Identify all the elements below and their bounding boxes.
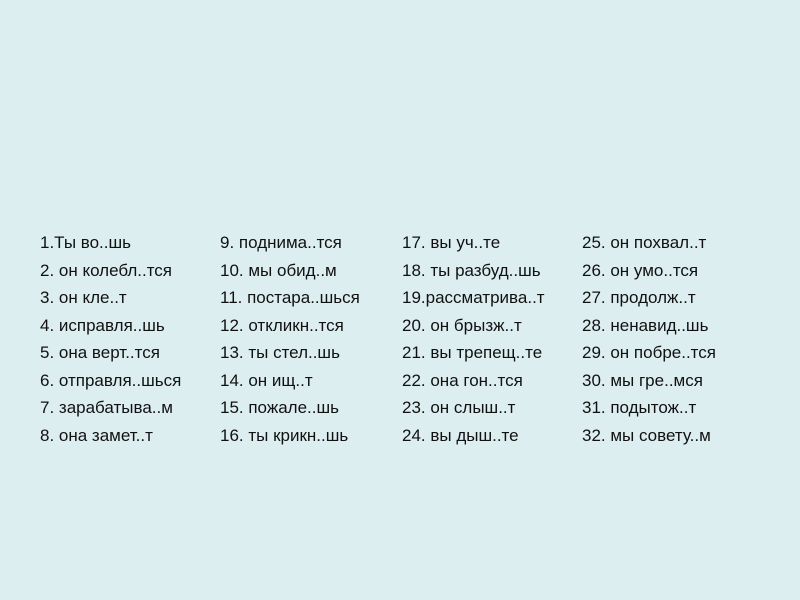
- exercise-item-9: 9. поднима..тся: [220, 233, 342, 252]
- exercise-item-32: 32. мы совету..м: [582, 425, 711, 445]
- exercise-item-6: 6. отправля..шься: [40, 370, 182, 390]
- exercise-item-2: 2. он колебл..тся: [40, 260, 172, 280]
- exercise-item-23: 23. он слыш..т: [402, 398, 516, 417]
- exercise-column-2: [220, 229, 402, 449]
- exercise-item-3: 3. он кле..т: [40, 288, 127, 307]
- exercise-item-24: 24. вы дыш..те: [402, 425, 519, 445]
- exercise-item-27: 27. продолж..т: [582, 288, 696, 307]
- exercise-item-13: 13. ты стел..шь: [220, 343, 340, 362]
- exercise-item-19: 19.рассматрива..т: [402, 288, 545, 307]
- exercise-item-16: 16. ты крикн..шь: [220, 425, 349, 445]
- exercise-item-17: 17. вы уч..те: [402, 233, 501, 252]
- exercise-item-20: 20. он брызж..т: [402, 315, 522, 335]
- exercise-item-26: 26. он умо..тся: [582, 260, 699, 280]
- exercise-column-1: [40, 229, 220, 449]
- exercise-item-7: 7. зарабатыва..м: [40, 398, 173, 417]
- exercise-item-28: 28. ненавид..шь: [582, 315, 709, 335]
- exercise-item-14: 14. он ищ..т: [220, 370, 313, 390]
- exercise-item-8: 8. она замет..т: [40, 425, 153, 445]
- exercise-item-30: 30. мы гре..мся: [582, 370, 703, 390]
- exercise-item-15: 15. пожале..шь: [220, 398, 339, 417]
- exercise-item-10: 10. мы обид..м: [220, 260, 337, 280]
- exercise-item-21: 21. вы трепещ..те: [402, 343, 543, 362]
- exercise-item-4: 4. исправля..шь: [40, 315, 165, 335]
- exercise-item-11: 11. постара..шься: [220, 288, 360, 307]
- exercise-item-12: 12. откликн..тся: [220, 315, 344, 335]
- exercise-item-29: 29. он побре..тся: [582, 343, 716, 362]
- exercise-item-25: 25. он похвал..т: [582, 233, 707, 252]
- exercise-item-18: 18. ты разбуд..шь: [402, 260, 541, 280]
- exercise-item-22: 22. она гон..тся: [402, 370, 523, 390]
- exercise-item-5: 5. она верт..тся: [40, 343, 160, 362]
- exercise-item-1: 1.Ты во..шь: [40, 233, 131, 252]
- exercise-grid: [40, 229, 770, 449]
- exercise-column-4: [582, 229, 762, 449]
- exercise-item-31: 31. подытож..т: [582, 398, 697, 417]
- exercise-column-3: [402, 229, 582, 449]
